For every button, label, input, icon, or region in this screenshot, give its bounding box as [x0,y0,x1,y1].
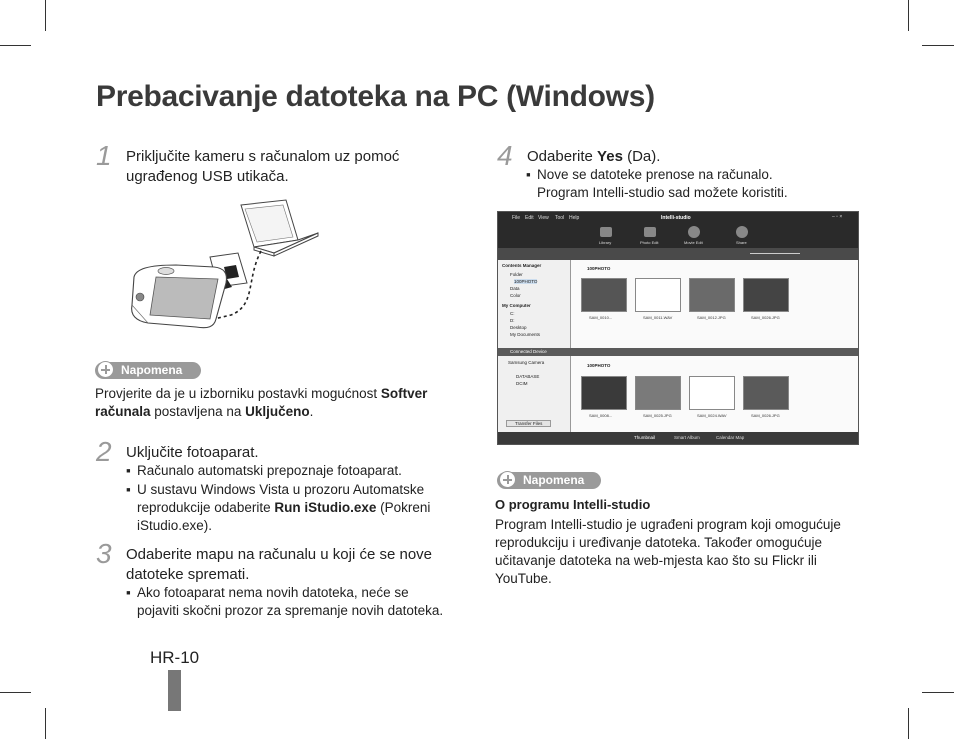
bullet-text: reprodukcije odaberite [137,500,275,515]
voice-file-thumbnail [689,376,735,410]
contents-manager-pane [498,260,571,434]
voice-file-thumbnail [635,278,681,312]
drive-tree-item: D: [510,318,515,323]
bullet-icon: ▪ [126,585,131,600]
crop-mark [45,708,46,739]
crop-mark [45,0,46,31]
note-text-part: Provjerite da je u izborniku postavki mogućnost [95,386,381,401]
photo-thumbnail [635,376,681,410]
bullet-text: Nove se datoteke prenose na računalo. [537,167,773,182]
pane-header: My Computer [502,303,531,308]
app-menu-item: Help [569,215,580,221]
view-tab: Thumbnail [634,435,656,440]
thumbnail-caption: SAM_0010... [589,315,613,320]
note-text-line: YouTube. [495,571,552,586]
folder-label: 100PHOTO [587,266,611,271]
step-text-part: (Da). [622,148,661,165]
app-toolbar [498,248,858,260]
camera-laptop-illustration [126,195,326,335]
step-number: 1 [96,140,112,171]
photo-thumbnail [743,376,789,410]
crop-mark [908,0,909,31]
file-browser-pane [571,260,858,434]
step-text-line: ugrađenog USB utikača. [126,168,289,185]
zoom-slider [750,253,800,254]
note-badge-label: Napomena [523,473,585,487]
bullet-icon: ▪ [126,463,131,478]
toolbar-tab-label: Share [736,240,747,245]
folder-tree-item: 100PHOTO [514,279,538,284]
app-menu-item: Edit [525,215,534,221]
page-title: Prebacivanje datoteka na PC (Windows) [96,80,655,113]
note-text-part: . [309,404,314,419]
bullet-item [126,481,467,535]
photo-edit-tab-icon [644,227,656,237]
laptop-icon [241,200,318,256]
thumbnail-caption: SAM_0026.JPG [751,413,780,418]
app-menu-item: Tool [555,215,565,221]
transfer-files-button: Transfer Files [506,420,551,427]
plus-icon [499,471,516,488]
note-badge [95,362,201,379]
drive-tree-item: C: [510,311,515,316]
bullet-text: U sustavu Windows Vista u prozoru Automatske [137,482,425,497]
crop-mark [0,45,31,46]
plus-icon [97,361,114,378]
note-text-line: reprodukciju i uređivanje datoteka. Također omogućuje [495,535,822,550]
note-badge-label: Napomena [121,363,183,377]
note-text [495,516,875,588]
thumbnail-caption: SAM_0025.JPG [643,413,672,418]
photo-thumbnail [581,376,627,410]
bullet-text: Računalo automatski prepoznaje fotoaparat. [137,463,402,478]
intelli-studio-screenshot [497,211,859,445]
note-text-line: učitavanje datoteka na web-mjesta kao što su Flickr ili [495,553,817,568]
note-badge [497,472,601,489]
crop-mark [908,708,909,739]
thumbnail-caption: SAM_0012.JPG [697,315,726,320]
bullet-icon: ▪ [126,482,131,497]
note-text-part: postavljena na [150,404,246,419]
crop-mark [0,692,31,693]
step-text [126,545,432,585]
bullet-text: pojaviti skočni prozor za spremanje novih datoteka. [137,603,444,618]
bullet-item [526,166,857,202]
toolbar-tab-label: Library [599,240,612,245]
thumbnail-caption: SAM_0008... [589,413,613,418]
step-text [527,147,660,167]
step-text-line: Priključite kameru s računalom uz pomoć [126,148,400,165]
drive-tree-item: My Documents [510,332,541,337]
note-bold: računala [95,404,151,419]
photo-thumbnail [689,278,735,312]
share-tab-icon [736,226,748,238]
toolbar-tab-label: Movie Edit [684,240,703,245]
view-tab: Calendar Map [716,435,745,440]
bullet-bold: Run iStudio.exe [274,500,377,515]
view-mode-bar [498,432,858,444]
step-number: 3 [96,538,112,569]
step-bold: Yes [597,148,623,165]
pane-header: Contents Manager [502,263,542,268]
note-heading: O programu Intelli-studio [495,497,651,512]
bullet-item [126,462,402,480]
note-bold: Uključeno [245,404,310,419]
step-text-part: Odaberite [527,148,598,165]
device-tree-item: DATABASE [516,374,540,379]
step-text: Uključite fotoaparat. [126,444,259,461]
thumbnail-caption: SAM_0026.JPG [751,315,780,320]
folder-label: 100PHOTO [587,363,611,368]
page-tab-marker [168,670,181,711]
connected-device-bar [498,348,858,356]
bullet-text: (Pokreni [376,500,431,515]
app-menu-item: View [538,215,549,221]
step-text [126,147,399,187]
photo-thumbnail [581,278,627,312]
thumbnail-caption: SAM_0011.WAV [643,315,673,320]
page-number: HR-10 [150,648,200,667]
view-tab: Smart Album [674,435,700,440]
bullet-item [126,584,472,620]
connected-device-label: Connected Device [510,349,547,354]
bullet-text: iStudio.exe). [137,518,213,533]
device-tree-item: Samsung Camera [508,360,545,365]
photo-thumbnail [743,278,789,312]
folder-tree-item: Folder [510,272,523,277]
crop-mark [922,45,954,46]
step-number: 4 [497,140,513,171]
step-text-line: datoteke spremati. [126,566,250,583]
movie-edit-tab-icon [688,226,700,238]
folder-tree-item: Color [510,293,521,298]
drive-tree-item: Desktop [510,325,527,330]
crop-mark [922,692,954,693]
toolbar-tab-label: Photo Edit [640,240,659,245]
window-controls-icon: – ▫ × [832,214,843,220]
note-text [95,385,465,421]
note-bold: Softver [380,386,428,401]
folder-tree-item: Data [510,286,520,291]
bullet-text: Ako fotoaparat nema novih datoteka, neće se [137,585,409,600]
bullet-text: Program Intelli-studio sad možete koristiti. [537,185,788,200]
step-number: 2 [96,436,112,467]
bullet-icon: ▪ [526,167,531,182]
step-text-line: Odaberite mapu na računalu u koji će se nove [126,546,433,563]
note-text-line: Program Intelli-studio je ugrađeni program koji omogućuje [495,517,841,532]
library-tab-icon [600,227,612,237]
device-tree-item: DCIM [516,381,528,386]
app-title: Intelli-studio [661,215,691,221]
thumbnail-caption: SAM_0024.WAV [697,413,727,418]
app-menu-item: File [512,215,521,221]
camera-icon [132,265,227,328]
